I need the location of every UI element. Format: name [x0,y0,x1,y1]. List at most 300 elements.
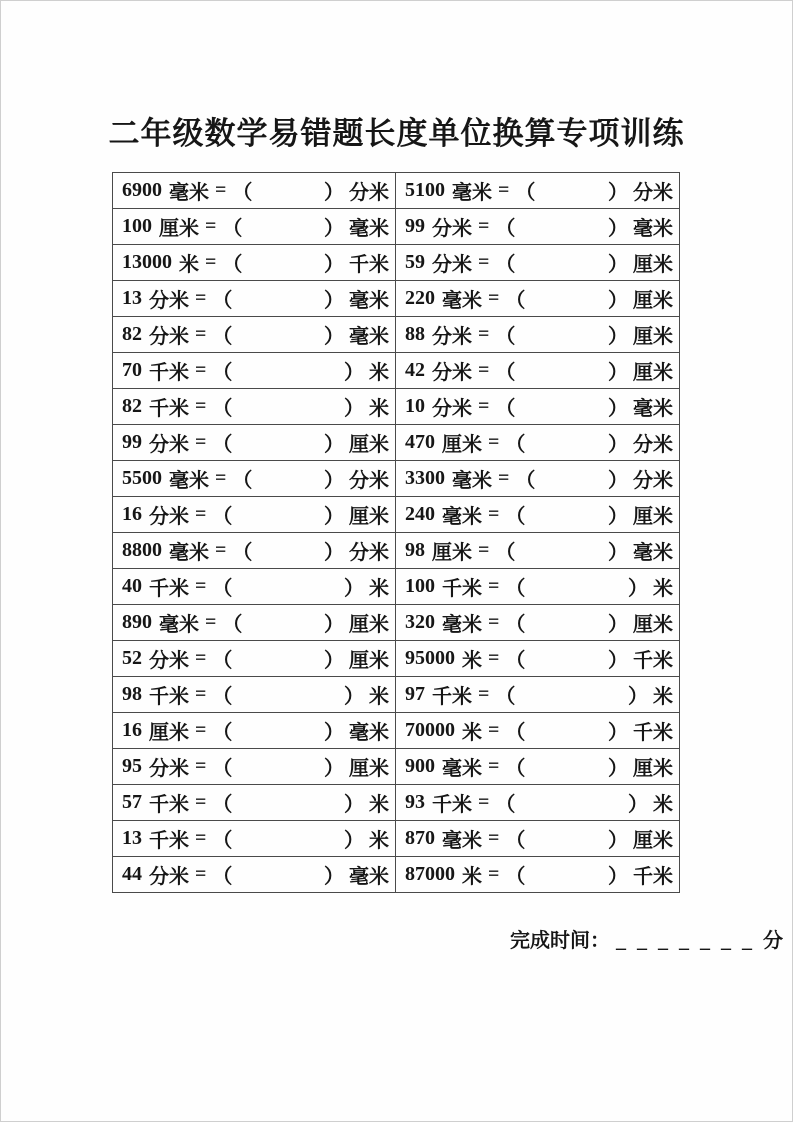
unit-from: 分米 [149,434,189,456]
table-row [113,353,679,389]
unit-from: 米 [462,722,482,744]
unit-from: 毫米 [169,182,209,204]
open-paren: （ [222,254,243,276]
unit-to: 米 [369,362,389,384]
unit-from: 分米 [149,758,189,780]
table-row [113,569,679,605]
close-paren: ） [608,722,628,744]
open-paren: （ [495,254,516,276]
close-paren: ） [608,362,628,384]
close-paren: ） [608,830,628,852]
problem-number: 70 [122,359,142,381]
problem-number: 95 [122,755,142,777]
open-paren: （ [232,542,253,564]
close-paren: ） [324,506,344,528]
unit-to: 厘米 [349,650,389,672]
unit-from: 厘米 [159,218,199,240]
problem-number: 99 [405,215,425,237]
equals-sign: = [498,467,510,489]
close-paren: ） [628,578,648,600]
unit-to: 千米 [349,254,389,276]
open-paren: （ [212,326,233,348]
open-paren: （ [495,398,516,420]
problem-cell [396,353,679,389]
equals-sign: = [488,863,500,885]
open-paren: （ [212,362,233,384]
unit-to: 分米 [349,470,389,492]
equals-sign: = [488,719,500,741]
unit-from: 毫米 [442,290,482,312]
close-paren: ） [324,866,344,888]
unit-to: 米 [653,686,673,708]
problem-number: 16 [122,719,142,741]
close-paren: ） [608,470,628,492]
unit-from: 毫米 [442,614,482,636]
open-paren: （ [515,470,536,492]
problem-number: 95000 [405,647,455,669]
unit-from: 毫米 [452,182,492,204]
unit-from: 千米 [149,398,189,420]
open-paren: （ [212,794,233,816]
table-row [113,605,679,641]
equals-sign: = [498,179,510,201]
problem-number: 59 [405,251,425,273]
completion-time-label: 完成时间： [510,930,610,952]
open-paren: （ [212,830,233,852]
problem-cell [396,749,679,785]
unit-to: 毫米 [349,326,389,348]
unit-from: 毫米 [159,614,199,636]
unit-from: 毫米 [442,758,482,780]
problem-cell [113,281,396,317]
equals-sign: = [478,359,490,381]
open-paren: （ [212,398,233,420]
close-paren: ） [324,254,344,276]
unit-from: 分米 [149,506,189,528]
unit-to: 毫米 [349,290,389,312]
equals-sign: = [195,395,207,417]
close-paren: ） [608,182,628,204]
open-paren: （ [495,686,516,708]
close-paren: ） [324,326,344,348]
equals-sign: = [205,611,217,633]
problem-number: 98 [405,539,425,561]
close-paren: ） [344,362,364,384]
problem-cell [113,857,396,892]
problem-number: 470 [405,431,435,453]
table-row [113,821,679,857]
table-row [113,281,679,317]
problem-number: 87000 [405,863,455,885]
problem-cell [396,245,679,281]
open-paren: （ [222,218,243,240]
close-paren: ） [324,542,344,564]
close-paren: ） [608,434,628,456]
equals-sign: = [195,287,207,309]
open-paren: （ [505,830,526,852]
open-paren: （ [222,614,243,636]
unit-from: 分米 [432,218,472,240]
problem-number: 16 [122,503,142,525]
unit-from: 千米 [149,794,189,816]
unit-to: 毫米 [349,218,389,240]
equals-sign: = [488,575,500,597]
close-paren: ） [608,614,628,636]
unit-to: 千米 [633,650,673,672]
unit-from: 分米 [149,866,189,888]
problem-cell [396,569,679,605]
open-paren: （ [505,506,526,528]
table-row [113,857,679,892]
unit-to: 米 [653,578,673,600]
close-paren: ） [324,182,344,204]
table-row [113,497,679,533]
equals-sign: = [195,719,207,741]
equals-sign: = [215,179,227,201]
unit-from: 米 [462,650,482,672]
equals-sign: = [478,215,490,237]
unit-from: 厘米 [432,542,472,564]
problem-number: 13 [122,287,142,309]
problem-number: 890 [122,611,152,633]
equals-sign: = [195,323,207,345]
problem-number: 82 [122,395,142,417]
equals-sign: = [488,503,500,525]
unit-from: 分米 [432,362,472,384]
open-paren: （ [505,758,526,780]
open-paren: （ [212,578,233,600]
unit-from: 分米 [149,326,189,348]
unit-from: 毫米 [169,542,209,564]
equals-sign: = [478,791,490,813]
equals-sign: = [195,359,207,381]
problem-cell [113,353,396,389]
close-paren: ） [608,650,628,672]
open-paren: （ [212,434,233,456]
unit-to: 分米 [349,182,389,204]
problem-number: 97 [405,683,425,705]
close-paren: ） [344,578,364,600]
table-row [113,713,679,749]
table-row [113,461,679,497]
equals-sign: = [488,287,500,309]
problem-number: 88 [405,323,425,345]
close-paren: ） [628,794,648,816]
unit-to: 米 [653,794,673,816]
problem-cell [396,281,679,317]
problems-table [112,172,680,893]
equals-sign: = [195,755,207,777]
problem-number: 10 [405,395,425,417]
table-row [113,317,679,353]
open-paren: （ [212,506,233,528]
problem-number: 320 [405,611,435,633]
problem-number: 70000 [405,719,455,741]
equals-sign: = [205,251,217,273]
problem-number: 5100 [405,179,445,201]
unit-from: 分米 [149,290,189,312]
unit-to: 毫米 [633,218,673,240]
unit-to: 分米 [633,434,673,456]
unit-to: 厘米 [349,434,389,456]
unit-to: 分米 [349,542,389,564]
problem-cell [396,389,679,425]
table-row [113,173,679,209]
problem-cell [113,677,396,713]
problem-cell [396,173,679,209]
unit-to: 厘米 [633,506,673,528]
close-paren: ） [608,290,628,312]
problem-cell [113,785,396,821]
problem-number: 5500 [122,467,162,489]
table-row [113,389,679,425]
problem-cell [113,173,396,209]
unit-to: 毫米 [633,398,673,420]
equals-sign: = [215,539,227,561]
problem-cell [396,677,679,713]
answer-line: _______ [616,930,763,952]
problem-cell [113,461,396,497]
minutes-suffix: 分 [763,930,783,952]
problem-number: 100 [405,575,435,597]
close-paren: ） [324,218,344,240]
close-paren: ） [628,686,648,708]
unit-to: 毫米 [349,866,389,888]
problem-number: 870 [405,827,435,849]
unit-from: 米 [462,866,482,888]
open-paren: （ [212,650,233,672]
unit-to: 米 [369,794,389,816]
equals-sign: = [488,755,500,777]
close-paren: ） [608,758,628,780]
equals-sign: = [478,395,490,417]
equals-sign: = [195,683,207,705]
problem-number: 220 [405,287,435,309]
problem-cell [396,785,679,821]
problem-cell [396,605,679,641]
equals-sign: = [488,431,500,453]
open-paren: （ [505,722,526,744]
close-paren: ） [324,614,344,636]
unit-to: 厘米 [633,362,673,384]
close-paren: ） [324,758,344,780]
unit-from: 分米 [432,254,472,276]
problem-number: 8800 [122,539,162,561]
unit-to: 分米 [633,182,673,204]
unit-from: 分米 [432,326,472,348]
problem-cell [396,821,679,857]
unit-to: 厘米 [633,830,673,852]
unit-to: 分米 [633,470,673,492]
unit-to: 千米 [633,866,673,888]
close-paren: ） [344,686,364,708]
problem-cell [113,713,396,749]
problem-number: 44 [122,863,142,885]
table-row [113,785,679,821]
equals-sign: = [488,611,500,633]
unit-from: 千米 [149,686,189,708]
open-paren: （ [212,686,233,708]
close-paren: ） [608,326,628,348]
problem-cell [113,569,396,605]
problem-cell [396,533,679,569]
unit-to: 厘米 [633,614,673,636]
unit-from: 毫米 [442,830,482,852]
unit-from: 厘米 [149,722,189,744]
close-paren: ） [608,254,628,276]
problem-number: 13000 [122,251,172,273]
close-paren: ） [324,650,344,672]
open-paren: （ [505,578,526,600]
unit-to: 毫米 [633,542,673,564]
unit-to: 米 [369,578,389,600]
table-row [113,749,679,785]
equals-sign: = [478,323,490,345]
problem-cell [113,497,396,533]
table-row [113,677,679,713]
unit-to: 厘米 [633,290,673,312]
unit-to: 毫米 [349,722,389,744]
close-paren: ） [324,722,344,744]
unit-to: 厘米 [633,326,673,348]
open-paren: （ [505,866,526,888]
close-paren: ） [344,398,364,420]
problem-cell [113,317,396,353]
table-row [113,209,679,245]
problem-number: 93 [405,791,425,813]
unit-from: 千米 [149,830,189,852]
equals-sign: = [205,215,217,237]
problem-number: 82 [122,323,142,345]
equals-sign: = [488,827,500,849]
problem-cell [113,533,396,569]
unit-to: 厘米 [633,254,673,276]
problem-cell [396,497,679,533]
table-row [113,425,679,461]
completion-time [510,924,783,953]
unit-to: 厘米 [349,506,389,528]
open-paren: （ [505,614,526,636]
equals-sign: = [195,575,207,597]
problem-cell [396,317,679,353]
problem-cell [113,245,396,281]
equals-sign: = [195,647,207,669]
problem-cell [396,641,679,677]
unit-from: 千米 [442,578,482,600]
unit-from: 毫米 [169,470,209,492]
problem-cell [113,641,396,677]
problem-number: 100 [122,215,152,237]
open-paren: （ [495,218,516,240]
close-paren: ） [324,470,344,492]
open-paren: （ [212,290,233,312]
unit-to: 厘米 [633,758,673,780]
problem-cell [113,389,396,425]
unit-to: 米 [369,398,389,420]
problem-cell [113,749,396,785]
close-paren: ） [608,398,628,420]
open-paren: （ [212,758,233,780]
close-paren: ） [344,830,364,852]
unit-to: 千米 [633,722,673,744]
unit-from: 千米 [432,794,472,816]
equals-sign: = [478,683,490,705]
unit-to: 米 [369,830,389,852]
open-paren: （ [495,326,516,348]
close-paren: ） [608,506,628,528]
problem-number: 52 [122,647,142,669]
problem-number: 98 [122,683,142,705]
table-row [113,641,679,677]
open-paren: （ [212,722,233,744]
open-paren: （ [505,290,526,312]
equals-sign: = [195,791,207,813]
problem-cell [396,713,679,749]
close-paren: ） [608,218,628,240]
problem-cell [113,425,396,461]
problem-number: 40 [122,575,142,597]
problem-cell [396,209,679,245]
unit-from: 千米 [149,362,189,384]
open-paren: （ [495,362,516,384]
problem-cell [113,821,396,857]
problem-number: 3300 [405,467,445,489]
problem-cell [396,857,679,892]
unit-from: 分米 [149,650,189,672]
problem-number: 240 [405,503,435,525]
problem-number: 13 [122,827,142,849]
problem-cell [396,461,679,497]
close-paren: ） [324,434,344,456]
unit-to: 厘米 [349,758,389,780]
close-paren: ） [608,866,628,888]
unit-to: 米 [369,686,389,708]
problem-number: 6900 [122,179,162,201]
close-paren: ） [324,290,344,312]
unit-from: 分米 [432,398,472,420]
table-row [113,533,679,569]
problem-cell [113,605,396,641]
equals-sign: = [488,647,500,669]
unit-from: 千米 [432,686,472,708]
unit-from: 米 [179,254,199,276]
worksheet-title: 二年级数学易错题长度单位换算专项训练 [108,116,685,151]
equals-sign: = [215,467,227,489]
equals-sign: = [195,431,207,453]
problem-cell [396,425,679,461]
open-paren: （ [505,434,526,456]
unit-from: 厘米 [442,434,482,456]
open-paren: （ [495,794,516,816]
unit-from: 千米 [149,578,189,600]
open-paren: （ [232,182,253,204]
equals-sign: = [195,827,207,849]
open-paren: （ [495,542,516,564]
equals-sign: = [195,503,207,525]
unit-from: 毫米 [442,506,482,528]
unit-to: 厘米 [349,614,389,636]
equals-sign: = [478,251,490,273]
equals-sign: = [195,863,207,885]
open-paren: （ [505,650,526,672]
open-paren: （ [515,182,536,204]
open-paren: （ [232,470,253,492]
problem-number: 57 [122,791,142,813]
equals-sign: = [478,539,490,561]
problem-number: 99 [122,431,142,453]
problem-number: 42 [405,359,425,381]
unit-from: 毫米 [452,470,492,492]
